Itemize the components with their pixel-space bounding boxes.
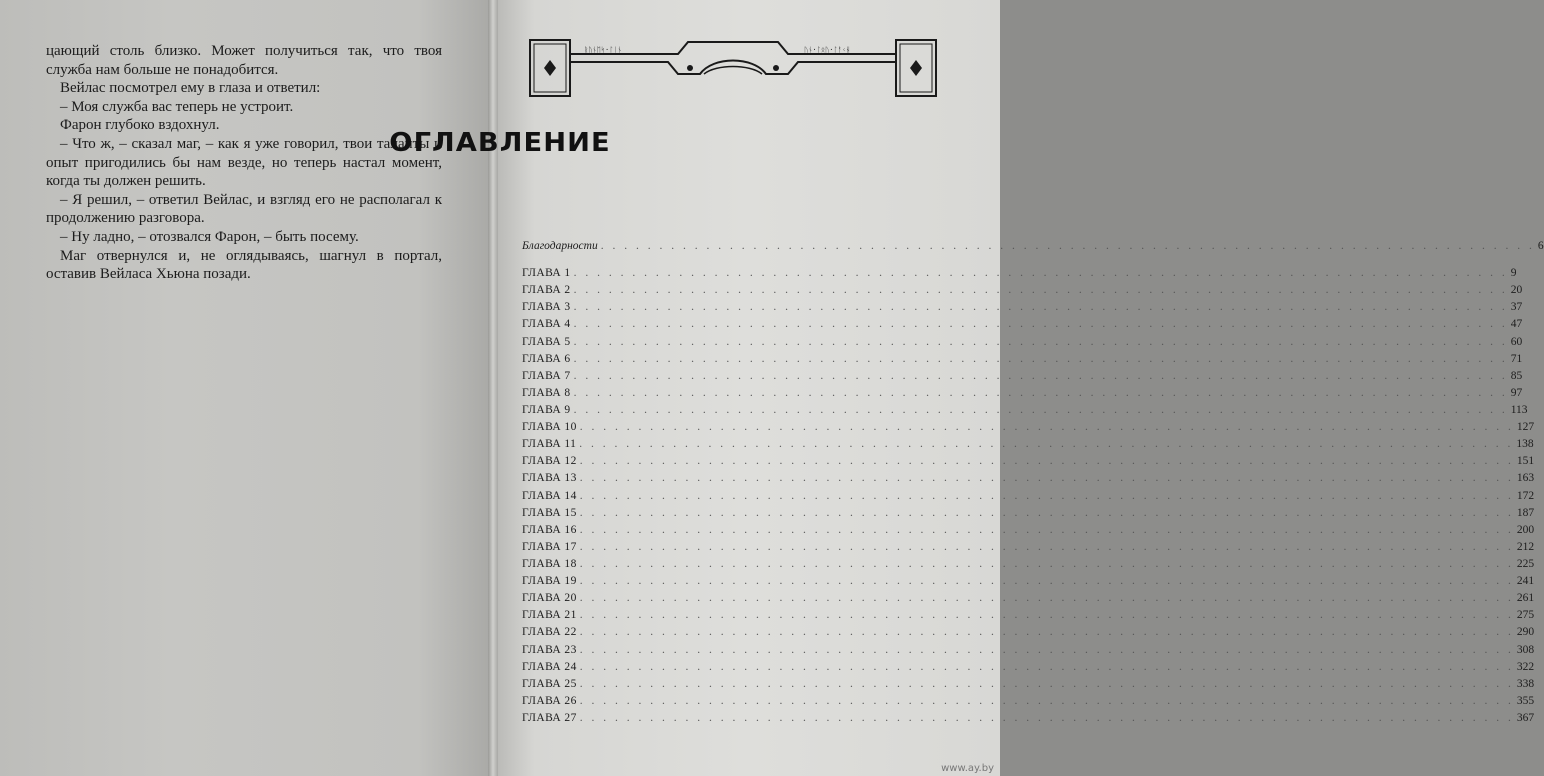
toc-entry-label: ГЛАВА 5 [522,335,571,348]
toc-entry-label: ГЛАВА 25 [522,677,577,690]
toc-entry [522,402,1528,419]
toc-leader-dots: . . . . . . . . . . . . . . . . . . . . . . . . . . . . . . . . . . . . . . . . . . . . . . . . . . . . . . . . . . . . . . . . . . . . . . . . . . . . . . . . [579,677,1514,690]
left-page [0,0,492,776]
toc-leader-dots: . . . . . . . . . . . . . . . . . . . . . . . . . . . . . . . . . . . . . . . . . . . . . . . . . . . . . . . . . . . . . . . . . . . . . . . . . . . . . . . . [579,557,1514,570]
toc-leader-dots: . . . . . . . . . . . . . . . . . . . . . . . . . . . . . . . . . . . . . . . . . . . . . . . . . . . . . . . . . . . . . . . . . . . . . . . . . . . . . . . . [573,318,1508,331]
paragraph: – Ну ладно, – отозвался Фарон, – быть посему. [60,228,359,245]
toc-leader-dots: . . . . . . . . . . . . . . . . . . . . . . . . . . . . . . . . . . . . . . . . . . . . . . . . . . . . . . . . . . . . . . . . . . . . . . . . . . . . . . . . [579,421,1514,434]
paragraph: – Я решил, – ответил Вейлас, и взгляд его не располагал к продолжению разговора. [46,191,442,227]
toc-leader-dots: . . . . . . . . . . . . . . . . . . . . . . . . . . . . . . . . . . . . . . . . . . . . . . . . . . . . . . . . . . . . . . . . . . . . . . . . . . . . . . . . [579,592,1514,605]
toc-leader-dots: . . . . . . . . . . . . . . . . . . . . . . . . . . . . . . . . . . . . . . . . . . . . . . . . . . . . . . . . . . . . . . . . . . . . . . . . . . . . . . . . [573,403,1508,416]
toc-entry-page: 367 [1516,711,1535,724]
toc-entry [522,436,1534,453]
diamond-right-icon [910,60,922,76]
ornament-runes-right: ᚢᚾ·ᛚᛟᚢ·ᛚᚨᚲᚺ [804,46,851,54]
toc-entry-page: 97 [1510,386,1523,399]
toc-entry-label: ГЛАВА 12 [522,455,577,468]
paragraph: Фарон глубоко вздохнул. [60,117,220,134]
toc-entry-page: 113 [1510,403,1528,416]
toc-entry-label: ГЛАВА 4 [522,318,571,331]
toc-title: ОГЛАВЛЕНИЕ [389,128,611,158]
toc-entry-label: ГЛАВА 23 [522,643,577,656]
toc-leader-dots: . . . . . . . . . . . . . . . . . . . . . . . . . . . . . . . . . . . . . . . . . . . . . . . . . . . . . . . . . . . . . . . . . . . . . . . . . . . . . . . . [573,301,1508,314]
toc-entry-page: 261 [1516,592,1535,605]
paragraph: цающий столь близко. Может получиться так, что твоя служба нам больше не понадобится. [46,43,442,78]
toc-leader-dots: . . . . . . . . . . . . . . . . . . . . . . . . . . . . . . . . . . . . . . . . . . . . . . . . . . . . . . . . . . . . . . . . . . . . . . . . . . . . . . . . [579,575,1514,588]
toc-entry-label: ГЛАВА 15 [522,506,577,519]
toc-entry-page: 127 [1516,421,1535,434]
toc-leader-dots: . . . . . . . . . . . . . . . . . . . . . . . . . . . . . . . . . . . . . . . . . . . . . . . . . . . . . . . . . . . . . . . . . . . . . . . . . . . . . . . . [579,711,1514,724]
toc-entry-page: 20 [1510,284,1523,297]
toc-entry-page: 275 [1516,609,1535,622]
toc-entry [522,522,1535,539]
toc-entry-page: 172 [1516,489,1535,502]
toc-leader-dots: . . . . . . . . . . . . . . . . . . . . . . . . . . . . . . . . . . . . . . . . . . . . . . . . . . . . . . . . . . . . . . . . . . . . . . . . . . . . . . . . [579,643,1514,656]
toc-entry [522,265,1517,282]
toc-entry-page: 47 [1510,318,1523,331]
toc-entry-page: 71 [1510,352,1523,365]
toc-entry-label: ГЛАВА 16 [522,523,577,536]
toc-entry [522,693,1535,710]
toc-entry-page: 163 [1516,472,1535,485]
left-page-text [46,42,442,284]
toc-leader-dots: . . . . . . . . . . . . . . . . . . . . . . . . . . . . . . . . . . . . . . . . . . . . . . . . . . . . . . . . . . . . . . . . . . . . . . . . . . . . . . . . [579,626,1514,639]
toc-entry [522,556,1535,573]
toc-leader-dots: . . . . . . . . . . . . . . . . . . . . . . . . . . . . . . . . . . . . . . . . . . . . . . . . . . . . . . . . . . . . . . . . . . . . . . . . . . . . . . . . [573,352,1508,365]
toc-entry [522,710,1535,727]
toc-entry [522,419,1535,436]
toc-leader-dots: . . . . . . . . . . . . . . . . . . . . . . . . . . . . . . . . . . . . . . . . . . . . . . . . . . . . . . . . . . . . . . . . . . . . . . . . . . . . . . . . [579,489,1514,502]
toc-entry-page: 241 [1516,575,1535,588]
toc-entry-page: 355 [1516,694,1535,707]
toc-leader-dots: . . . . . . . . . . . . . . . . . . . . . . . . . . . . . . . . . . . . . . . . . . . . . . . . . . . . . . . . . . . . . . . . . . . . . . . . . . . . . . . . [579,694,1514,707]
toc-entry-label: ГЛАВА 26 [522,694,577,707]
toc-entry-page: 225 [1516,557,1535,570]
toc-entry-page: 212 [1516,540,1535,553]
toc-entry-label: ГЛАВА 20 [522,592,577,605]
toc-entry-label: ГЛАВА 13 [522,472,577,485]
toc-entry-label: ГЛАВА 10 [522,421,577,434]
toc-entry-label: ГЛАВА 9 [522,403,571,416]
toc-entry [522,505,1535,522]
toc-entry-label: ГЛАВА 1 [522,267,571,280]
paragraph: – Моя служба вас теперь не устроит. [60,98,294,115]
toc-entry [522,607,1535,624]
toc-entry-page: 85 [1510,369,1523,382]
watermark: www.ay.by [941,763,994,774]
toc-entry-label: ГЛАВА 8 [522,386,571,399]
toc-leader-dots: . . . . . . . . . . . . . . . . . . . . . . . . . . . . . . . . . . . . . . . . . . . . . . . . . . . . . . . . . . . . . . . . . . . . . . . . . . . . . . . . [579,609,1514,622]
toc-entry [522,453,1535,470]
toc-entry [522,334,1523,351]
toc-entry-page: 6 [1537,240,1544,252]
toc-entry-label: ГЛАВА 2 [522,284,571,297]
toc-leader-dots: . . . . . . . . . . . . . . . . . . . . . . . . . . . . . . . . . . . . . . . . . . . . . . . . . . . . . . . . . . . . . . . . . . . . . . . . . . . . . . . . [573,369,1508,382]
toc-entry-label: ГЛАВА 19 [522,575,577,588]
book-gutter [488,0,498,776]
toc-entry-page: 37 [1510,301,1523,314]
paragraph: – Что ж, – сказал маг, – как я уже говорил, твои таланты и опыт пригодились бы нам везде, но теперь настал момент, когда ты должен решить. [46,135,442,190]
toc-leader-dots: . . . . . . . . . . . . . . . . . . . . . . . . . . . . . . . . . . . . . . . . . . . . . . . . . . . . . . . . . . . . . . . . . . . . . . . . . . . . . . . . [600,240,1535,252]
toc-leader-dots: . . . . . . . . . . . . . . . . . . . . . . . . . . . . . . . . . . . . . . . . . . . . . . . . . . . . . . . . . . . . . . . . . . . . . . . . . . . . . . . . [573,284,1508,297]
toc-entry [522,659,1535,676]
table-of-contents [522,238,1544,727]
toc-leader-dots: . . . . . . . . . . . . . . . . . . . . . . . . . . . . . . . . . . . . . . . . . . . . . . . . . . . . . . . . . . . . . . . . . . . . . . . . . . . . . . . . [579,472,1514,485]
toc-leader-dots: . . . . . . . . . . . . . . . . . . . . . . . . . . . . . . . . . . . . . . . . . . . . . . . . . . . . . . . . . . . . . . . . . . . . . . . . . . . . . . . . [579,506,1514,519]
toc-entry-page: 290 [1516,626,1535,639]
toc-entry-page: 60 [1510,335,1523,348]
paragraph: Вейлас посмотрел ему в глаза и ответил: [60,80,321,97]
toc-entry-label: ГЛАВА 11 [522,438,577,451]
paragraph: Маг отвернулся и, не оглядываясь, шагнул в портал, оставив Вейласа Хьюна позади. [46,247,442,283]
ornament-runes-left: ᚱᚢᚾᛖᛋ·ᛚᛁᚾ [584,46,622,54]
toc-entry [522,316,1523,333]
toc-entry-label: ГЛАВА 21 [522,609,577,622]
toc-entry-page: 151 [1516,455,1535,468]
toc-entry [522,539,1535,556]
diamond-left-icon [544,60,556,76]
toc-entry-page: 138 [1516,438,1534,451]
toc-entry [522,573,1535,590]
toc-entry-page: 338 [1516,677,1535,690]
toc-entry-label: ГЛАВА 17 [522,540,577,553]
toc-leader-dots: . . . . . . . . . . . . . . . . . . . . . . . . . . . . . . . . . . . . . . . . . . . . . . . . . . . . . . . . . . . . . . . . . . . . . . . . . . . . . . . . [573,267,1508,280]
toc-entry-page: 9 [1510,267,1517,280]
toc-entry-page: 308 [1516,643,1535,656]
toc-entry [522,470,1535,487]
toc-leader-dots: . . . . . . . . . . . . . . . . . . . . . . . . . . . . . . . . . . . . . . . . . . . . . . . . . . . . . . . . . . . . . . . . . . . . . . . . . . . . . . . . [579,660,1514,673]
toc-entry [522,368,1523,385]
toc-leader-dots: . . . . . . . . . . . . . . . . . . . . . . . . . . . . . . . . . . . . . . . . . . . . . . . . . . . . . . . . . . . . . . . . . . . . . . . . . . . . . . . . [573,335,1508,348]
toc-entry-label: ГЛАВА 6 [522,352,571,365]
toc-entry-page: 322 [1516,660,1535,673]
toc-entry [522,299,1523,316]
toc-entry-page: 187 [1516,506,1535,519]
toc-entry-label: ГЛАВА 18 [522,557,577,570]
toc-entry-label: ГЛАВА 14 [522,489,577,502]
toc-entry [522,624,1535,641]
toc-entry [522,351,1523,368]
header-ornament [528,34,938,100]
toc-leader-dots: . . . . . . . . . . . . . . . . . . . . . . . . . . . . . . . . . . . . . . . . . . . . . . . . . . . . . . . . . . . . . . . . . . . . . . . . . . . . . . . . [579,540,1514,553]
toc-entry [522,676,1535,693]
toc-entry-label: ГЛАВА 22 [522,626,577,639]
toc-entry [522,282,1523,299]
toc-entry-label: ГЛАВА 3 [522,301,571,314]
toc-entry [522,385,1523,402]
toc-leader-dots: . . . . . . . . . . . . . . . . . . . . . . . . . . . . . . . . . . . . . . . . . . . . . . . . . . . . . . . . . . . . . . . . . . . . . . . . . . . . . . . . [579,523,1514,536]
toc-entry [522,642,1535,659]
toc-leader-dots: . . . . . . . . . . . . . . . . . . . . . . . . . . . . . . . . . . . . . . . . . . . . . . . . . . . . . . . . . . . . . . . . . . . . . . . . . . . . . . . . [573,386,1508,399]
toc-entry-label: ГЛАВА 24 [522,660,577,673]
toc-entry-page: 200 [1516,523,1535,536]
toc-leader-dots: . . . . . . . . . . . . . . . . . . . . . . . . . . . . . . . . . . . . . . . . . . . . . . . . . . . . . . . . . . . . . . . . . . . . . . . . . . . . . . . . [579,455,1514,468]
toc-entry-label: ГЛАВА 27 [522,711,577,724]
toc-leader-dots: . . . . . . . . . . . . . . . . . . . . . . . . . . . . . . . . . . . . . . . . . . . . . . . . . . . . . . . . . . . . . . . . . . . . . . . . . . . . . . . . [579,438,1514,451]
toc-entry-label: ГЛАВА 7 [522,369,571,382]
toc-entry [522,238,1544,255]
toc-entry [522,488,1535,505]
toc-entry-label: Благодарности [522,240,598,252]
toc-entry [522,590,1535,607]
